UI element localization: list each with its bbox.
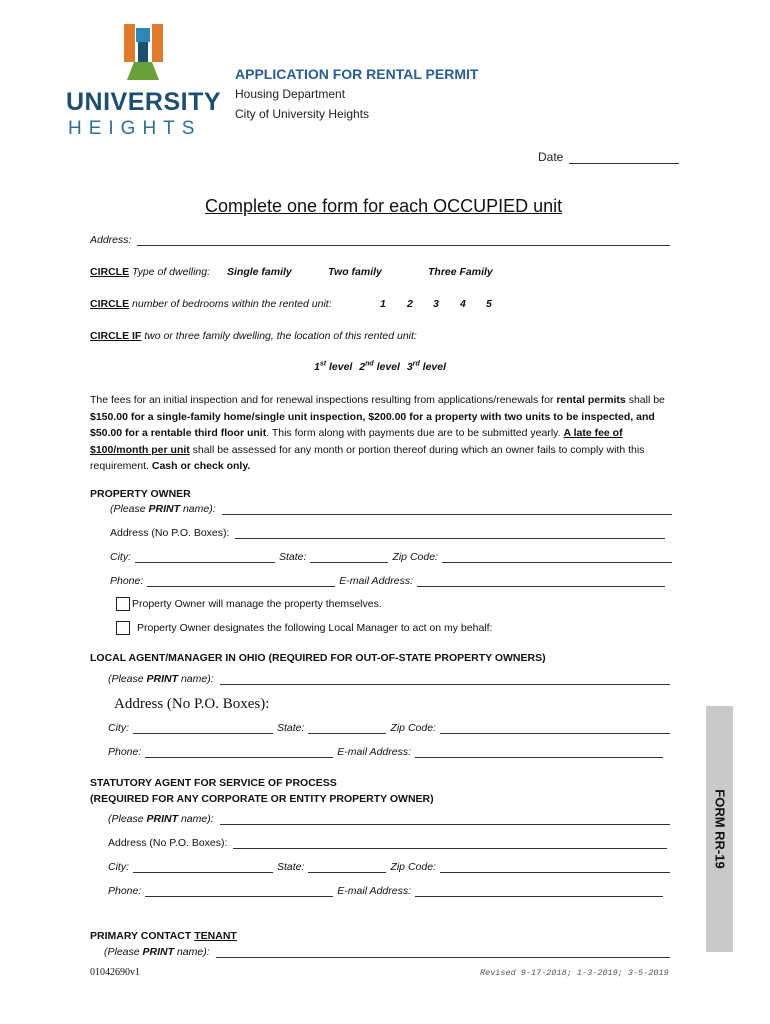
owner-email-input[interactable] xyxy=(417,575,665,587)
level-option-2[interactable]: 2nd level xyxy=(359,360,400,373)
dwelling-two[interactable]: Two family xyxy=(328,266,382,278)
statutory-city-input[interactable] xyxy=(133,861,273,873)
statutory-name-input[interactable] xyxy=(220,813,670,825)
level-option-1[interactable]: 1st level xyxy=(314,360,353,373)
bedroom-option-2[interactable]: 2 xyxy=(407,298,413,310)
bedroom-option-3[interactable]: 3 xyxy=(433,298,439,310)
agent-phone-row[interactable]: Phone: E-mail Address: xyxy=(108,746,663,758)
agent-address-label: Address (No P.O. Boxes): xyxy=(114,696,270,712)
agent-heading: LOCAL AGENT/MANAGER IN OHIO (REQUIRED FOR OUT-OF-STATE PROPERTY OWNERS) xyxy=(90,652,546,664)
bedrooms-label: number of bedrooms within the rented unit: xyxy=(132,298,332,310)
owner-phone-input[interactable] xyxy=(147,575,335,587)
owner-address-input[interactable] xyxy=(235,527,665,539)
logo-mark-icon xyxy=(66,22,226,84)
owner-address-row[interactable] xyxy=(110,527,665,539)
statutory-city-row[interactable]: City: State: Zip Code: xyxy=(108,861,670,873)
dwelling-three[interactable]: Three Family xyxy=(428,266,493,278)
date-input-line[interactable] xyxy=(569,152,679,164)
city-logo xyxy=(66,22,226,138)
owner-state-input[interactable] xyxy=(310,551,388,563)
statutory-heading-1: STATUTORY AGENT FOR SERVICE OF PROCESS xyxy=(90,777,337,789)
owner-name-row[interactable]: (Please PRINT name): xyxy=(110,503,672,515)
dwelling-label: Type of dwelling: xyxy=(132,266,211,278)
fees-paragraph: The fees for an initial inspection and for renewal inspections resulting from applications/renewals for rental permits shall be $150.00 for a single-family home/single unit inspection, $200.00 for a property with two units to be inspected, and $50.00 for a rentable third floor unit. This form along with payments due are to be submitted yearly. A late fee of $100/month per unit shall be assessed for any month or portion thereof during which an owner fails to comply with this requirement. Cash or check only. xyxy=(90,394,665,472)
logo-heights: HEIGHTS xyxy=(68,118,202,139)
address-label: Address: xyxy=(90,234,132,246)
statutory-address-input[interactable] xyxy=(233,837,667,849)
agent-name-input[interactable] xyxy=(220,673,670,685)
tenant-heading: PRIMARY CONTACT TENANT xyxy=(90,930,237,942)
date-label: Date xyxy=(538,150,564,164)
owner-city-row[interactable]: City: State: Zip Code: xyxy=(110,551,672,563)
level-row xyxy=(90,330,690,342)
owner-heading: PROPERTY OWNER xyxy=(90,488,191,500)
address-input-line[interactable] xyxy=(137,234,670,246)
statutory-email-input[interactable] xyxy=(415,885,663,897)
statutory-name-row[interactable]: (Please PRINT name): xyxy=(108,813,670,825)
statutory-phone-input[interactable] xyxy=(145,885,333,897)
level-option-3[interactable]: 3rd level xyxy=(406,360,447,373)
level-label: two or three family dwelling, the location of this rented unit: xyxy=(144,330,417,342)
city-name: City of University Heights xyxy=(235,107,370,121)
bedrooms-circle: CIRCLE xyxy=(90,298,130,310)
department-name: Housing Department xyxy=(235,87,346,101)
owner-designate-checkbox[interactable] xyxy=(116,621,130,635)
bedroom-option-5[interactable]: 5 xyxy=(486,298,492,310)
tenant-name-row[interactable]: (Please PRINT name): xyxy=(104,946,670,958)
revision-note: Revised 9-17-2018; 1-3-2019; 3-5-2019 xyxy=(480,968,669,978)
dwelling-row xyxy=(90,266,690,278)
statutory-state-input[interactable] xyxy=(308,861,386,873)
bedroom-option-1[interactable]: 1 xyxy=(380,298,386,310)
owner-zip-input[interactable] xyxy=(442,551,672,563)
statutory-zip-input[interactable] xyxy=(440,861,670,873)
form-number-label: FORM RR-19 xyxy=(712,789,727,869)
address-row[interactable] xyxy=(90,234,670,246)
form-number-tab xyxy=(706,706,733,952)
owner-name-input[interactable] xyxy=(222,503,672,515)
owner-self-manage-checkbox[interactable] xyxy=(116,597,130,611)
bedrooms-row xyxy=(90,298,690,310)
agent-city-input[interactable] xyxy=(133,722,273,734)
dwelling-single[interactable]: Single family xyxy=(227,266,292,278)
form-title: Complete one form for each OCCUPIED unit xyxy=(205,196,563,216)
statutory-phone-row[interactable]: Phone: E-mail Address: xyxy=(108,885,663,897)
document-id: 01042690v1 xyxy=(90,967,140,978)
statutory-address-row[interactable]: Address (No P.O. Boxes): xyxy=(108,837,667,849)
date-field[interactable] xyxy=(538,150,679,164)
agent-zip-input[interactable] xyxy=(440,722,670,734)
agent-name-row[interactable]: (Please PRINT name): xyxy=(108,673,670,685)
owner-self-manage[interactable]: Property Owner will manage the property themselves. xyxy=(116,597,382,611)
bedroom-option-4[interactable]: 4 xyxy=(460,298,466,310)
dwelling-circle: CIRCLE xyxy=(90,266,130,278)
agent-email-input[interactable] xyxy=(415,746,663,758)
level-circle-if: CIRCLE IF xyxy=(90,330,142,342)
agent-state-input[interactable] xyxy=(308,722,386,734)
level-options xyxy=(314,360,446,373)
agent-phone-input[interactable] xyxy=(145,746,333,758)
owner-address-label: Address (No P.O. Boxes): xyxy=(110,527,230,539)
owner-phone-row[interactable]: Phone: E-mail Address: xyxy=(110,575,665,587)
tenant-name-input[interactable] xyxy=(216,946,670,958)
statutory-heading-2: (REQUIRED FOR ANY CORPORATE OR ENTITY PROPERTY OWNER) xyxy=(90,793,434,805)
agent-city-row[interactable]: City: State: Zip Code: xyxy=(108,722,670,734)
owner-city-input[interactable] xyxy=(135,551,275,563)
logo-university: UNIVERSITY xyxy=(66,88,222,116)
form-heading: APPLICATION FOR RENTAL PERMIT xyxy=(235,66,479,82)
owner-designate-manager[interactable]: Property Owner designates the following Local Manager to act on my behalf: xyxy=(116,621,492,635)
